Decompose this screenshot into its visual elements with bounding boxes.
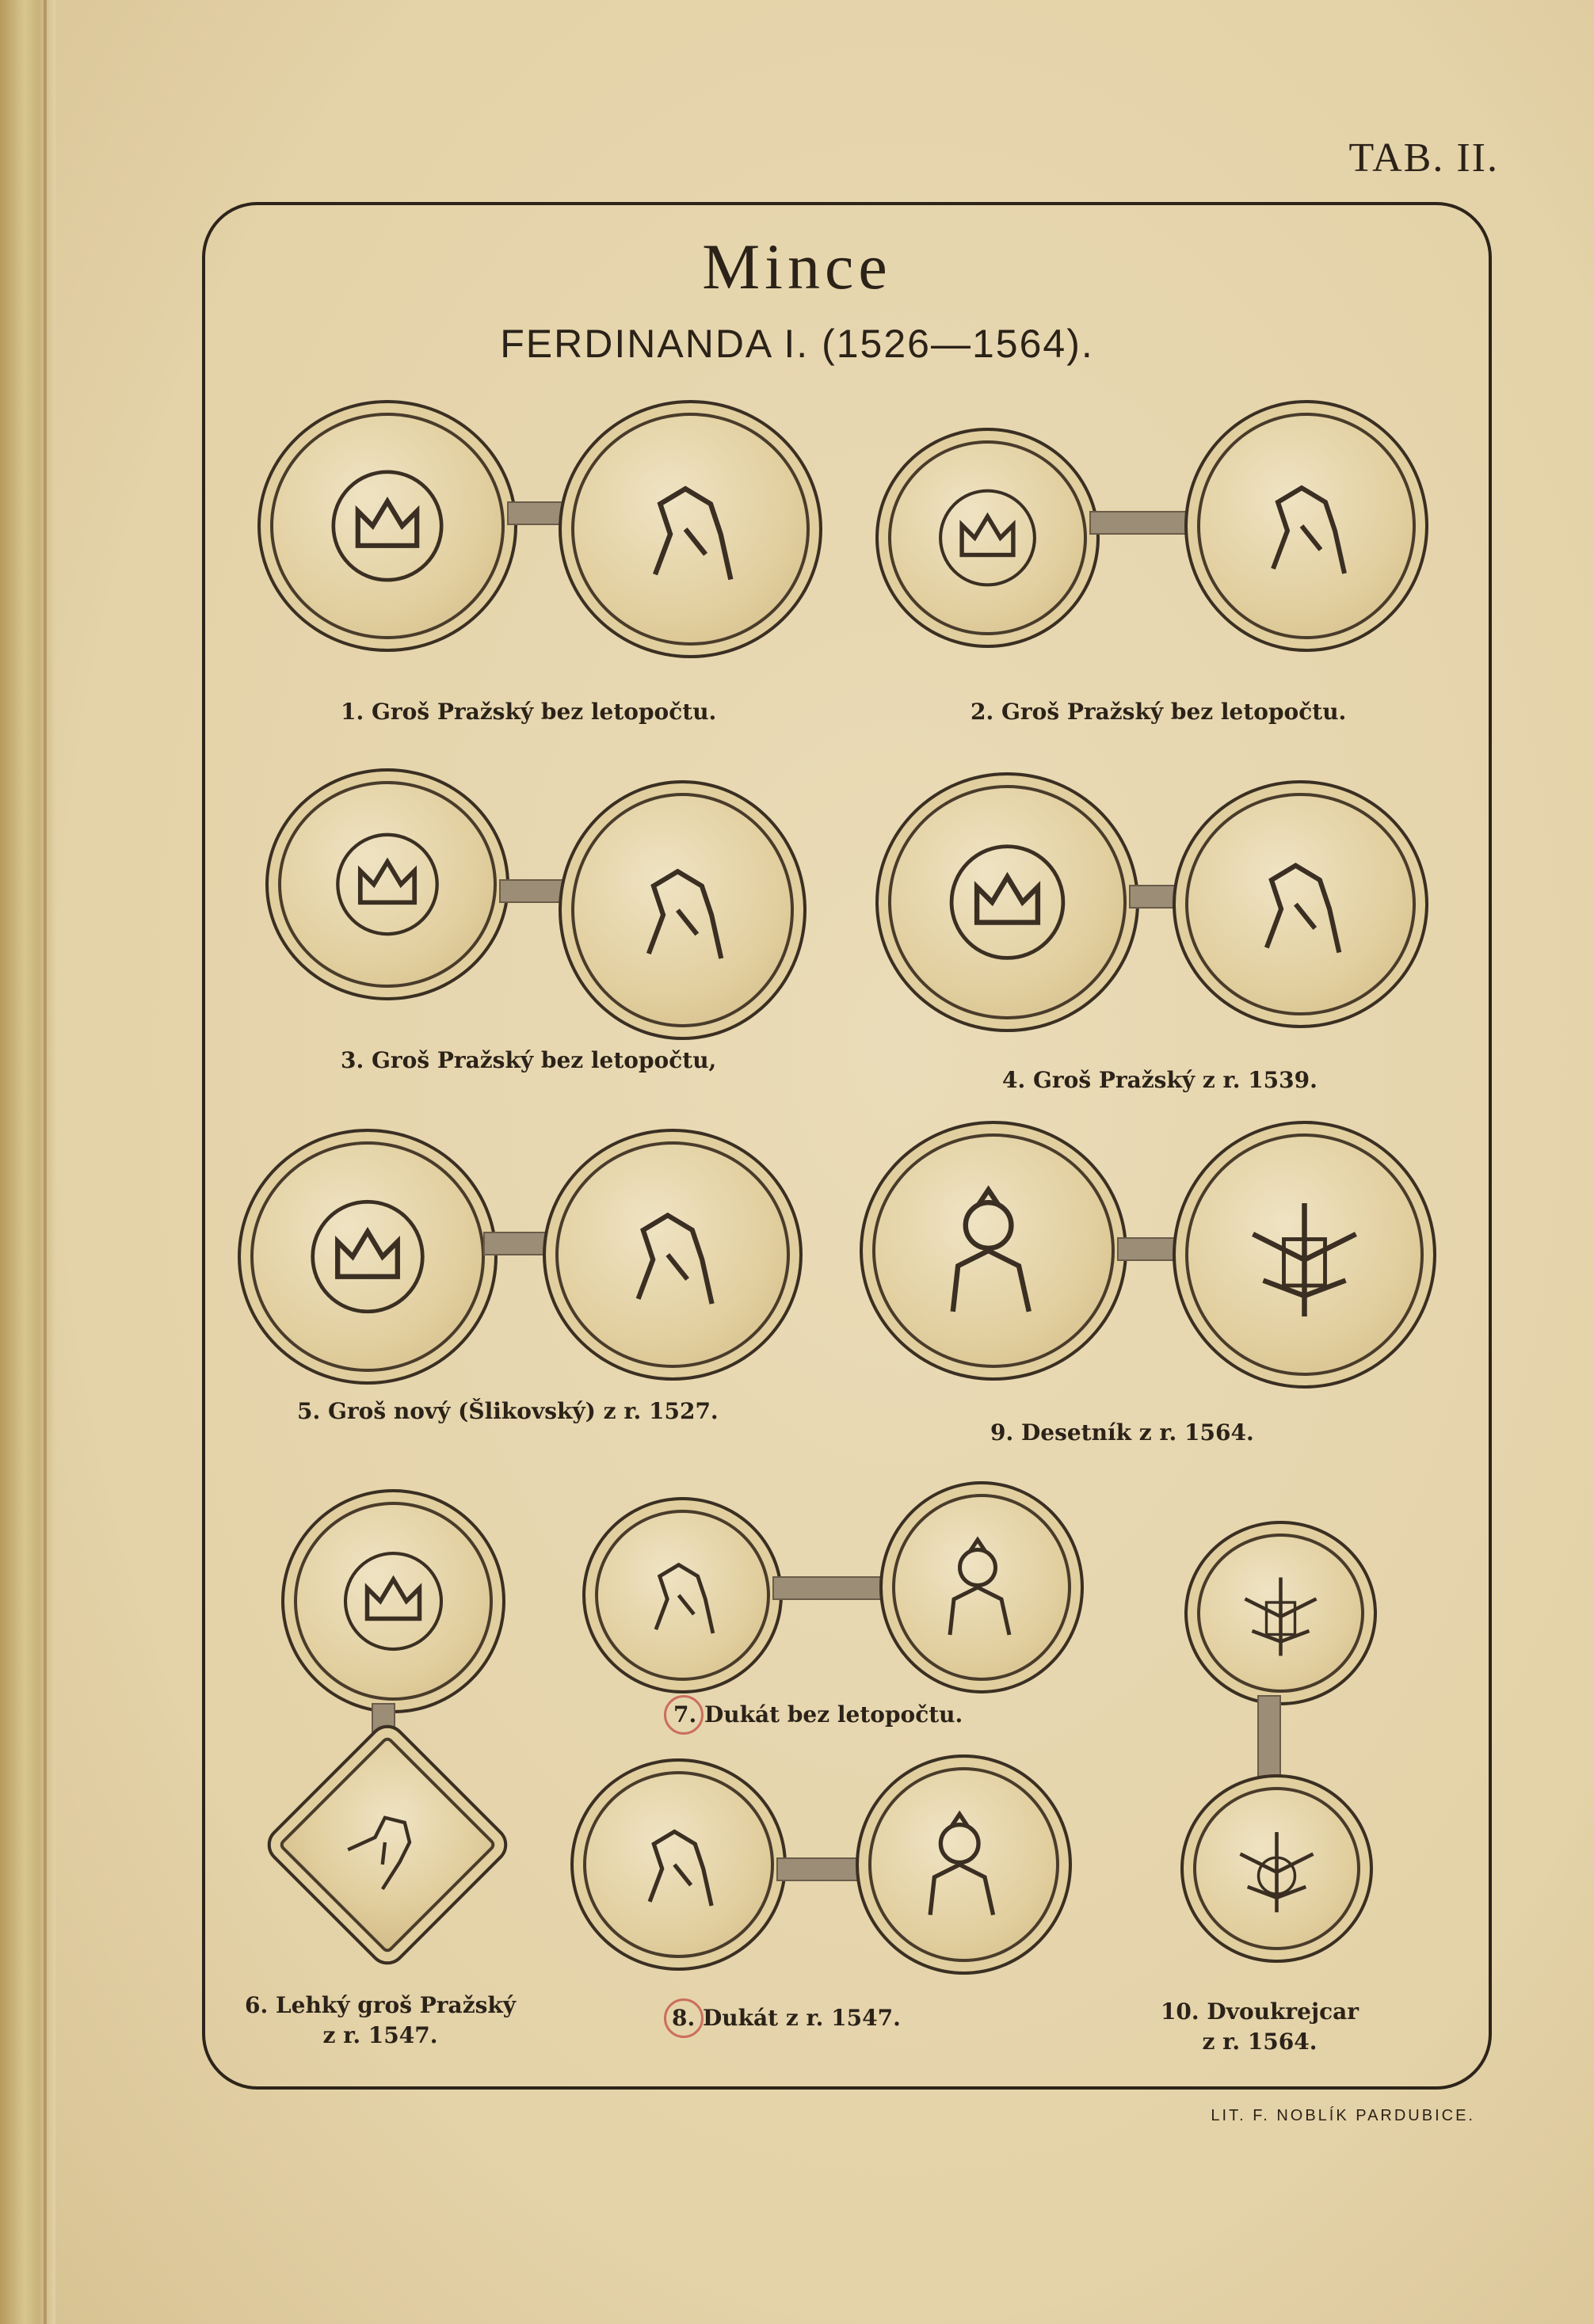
- coin-9-reverse: [1173, 1121, 1436, 1389]
- crown-icon: [284, 1492, 502, 1710]
- coin-8-reverse: [856, 1754, 1072, 1975]
- lion-icon: [1188, 403, 1425, 649]
- caption-3: 3. Groš Pražský bez letopočtu,: [341, 1047, 717, 1073]
- caption-9: 9. Desetník z r. 1564.: [990, 1419, 1254, 1446]
- coin-7-connector: [772, 1576, 887, 1600]
- caption-10-line2: z r. 1564.: [1202, 2029, 1318, 2055]
- coin-10-obverse: [1184, 1521, 1377, 1705]
- plate-label: TAB. II.: [1348, 135, 1499, 181]
- lion-icon: [1176, 783, 1425, 1025]
- eagle-icon: [1176, 1124, 1433, 1385]
- coin-5-reverse: [543, 1129, 803, 1381]
- crown-icon: [879, 775, 1136, 1029]
- coin-1-reverse: [559, 400, 822, 658]
- coin-2-connector: [1089, 511, 1192, 535]
- caption-4: 4. Groš Pražský z r. 1539.: [1002, 1067, 1318, 1093]
- coin-5-obverse: [238, 1129, 498, 1385]
- lion-icon: [562, 783, 803, 1037]
- coin-8-obverse: [570, 1758, 787, 1971]
- coin-2-obverse: [875, 428, 1100, 648]
- coin-2-reverse: [1184, 400, 1428, 652]
- coin-7-reverse: [879, 1481, 1084, 1693]
- caption-6-line1: 6. Lehký groš Pražský: [244, 1992, 517, 2018]
- caption-2: 2. Groš Pražský bez letopočtu.: [971, 699, 1347, 725]
- coin-1-obverse: [257, 400, 517, 652]
- coin-10-connector: [1257, 1695, 1281, 1781]
- lion-icon: [546, 1132, 799, 1377]
- king-portrait-icon: [883, 1484, 1081, 1690]
- plate-title: Mince: [702, 230, 892, 303]
- eagle-icon: [1184, 1777, 1370, 1960]
- coin-4-obverse: [875, 772, 1139, 1032]
- lion-icon: [585, 1500, 780, 1690]
- caption-7: 7. Dukát bez letopočtu.: [673, 1701, 963, 1728]
- lion-icon: [574, 1762, 784, 1968]
- caption-6-line2: z r. 1547.: [322, 2022, 438, 2048]
- coin-9-obverse: [860, 1121, 1127, 1381]
- printer-imprint: LIT. F. NOBLÍK PARDUBICE.: [1211, 2107, 1475, 2124]
- plate-subtitle: FERDINANDA I. (1526—1564).: [500, 322, 1094, 366]
- coin-6-obverse: [281, 1489, 505, 1713]
- coin-7-obverse: [582, 1497, 783, 1693]
- coin-4-reverse: [1173, 780, 1428, 1028]
- caption-5: 5. Groš nový (Šlikovský) z r. 1527.: [297, 1398, 719, 1424]
- king-portrait-icon: [859, 1758, 1069, 1972]
- crown-icon: [269, 771, 506, 997]
- coin-3-reverse: [559, 780, 807, 1040]
- caption-1: 1. Groš Pražský bez letopočtu.: [341, 699, 717, 725]
- crown-icon: [261, 403, 514, 649]
- caption-8: 8. Dukát z r. 1547.: [672, 2005, 901, 2031]
- eagle-icon: [1188, 1524, 1374, 1702]
- lion-icon: [562, 403, 819, 655]
- caption-10-line1: 10. Dvoukrejcar: [1160, 1998, 1359, 2025]
- coin-3-obverse: [265, 768, 509, 1000]
- coin-10-reverse: [1180, 1774, 1373, 1963]
- king-portrait-icon: [863, 1124, 1124, 1377]
- coin-8-connector: [776, 1857, 867, 1881]
- crown-icon: [879, 431, 1096, 645]
- crown-icon: [241, 1132, 494, 1381]
